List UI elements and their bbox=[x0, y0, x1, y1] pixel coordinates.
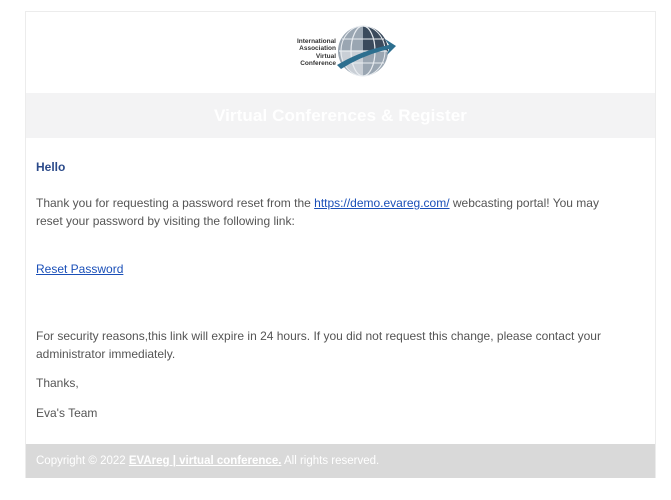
copyright-text: Copyright © 2022 bbox=[36, 455, 129, 467]
intro-text: Thank you for requesting a password reset from the bbox=[36, 196, 315, 210]
logo-line: Conference bbox=[300, 59, 336, 67]
intro-paragraph-line2: reset your password by visiting the following link: bbox=[36, 214, 295, 228]
copyright-suffix: All rights reserved. bbox=[281, 455, 380, 467]
globe-arrow-icon bbox=[335, 21, 397, 81]
header-logo-area bbox=[26, 12, 655, 93]
footer-site-link[interactable]: EVAreg | virtual conference. bbox=[128, 455, 282, 467]
banner bbox=[26, 93, 655, 138]
thanks: Thanks, bbox=[36, 376, 79, 390]
greeting: Hello bbox=[36, 160, 66, 174]
footer bbox=[26, 444, 655, 478]
security-note-line2: administrator immediately. bbox=[36, 347, 176, 361]
logo-line: International bbox=[296, 38, 336, 45]
signature: Eva's Team bbox=[36, 406, 98, 420]
portal-link[interactable]: https://demo.evareg.com/ bbox=[314, 196, 450, 210]
logo bbox=[285, 21, 397, 81]
reset-link-row bbox=[36, 260, 123, 278]
security-note-line1: For security reasons,this link will expire in 24 hours. If you did not request this change, please contact your bbox=[36, 329, 601, 343]
intro-text-after: webcasting portal! You may bbox=[449, 196, 599, 210]
logo-text bbox=[285, 38, 336, 67]
copyright bbox=[36, 455, 379, 467]
banner-title: Virtual Conferences & Register bbox=[213, 105, 468, 125]
intro-paragraph-line1 bbox=[36, 194, 599, 212]
logo-line: Virtual bbox=[315, 52, 336, 60]
reset-password-link[interactable]: Reset Password bbox=[36, 262, 124, 276]
logo-line: Association bbox=[299, 45, 336, 53]
email-card bbox=[25, 11, 656, 478]
